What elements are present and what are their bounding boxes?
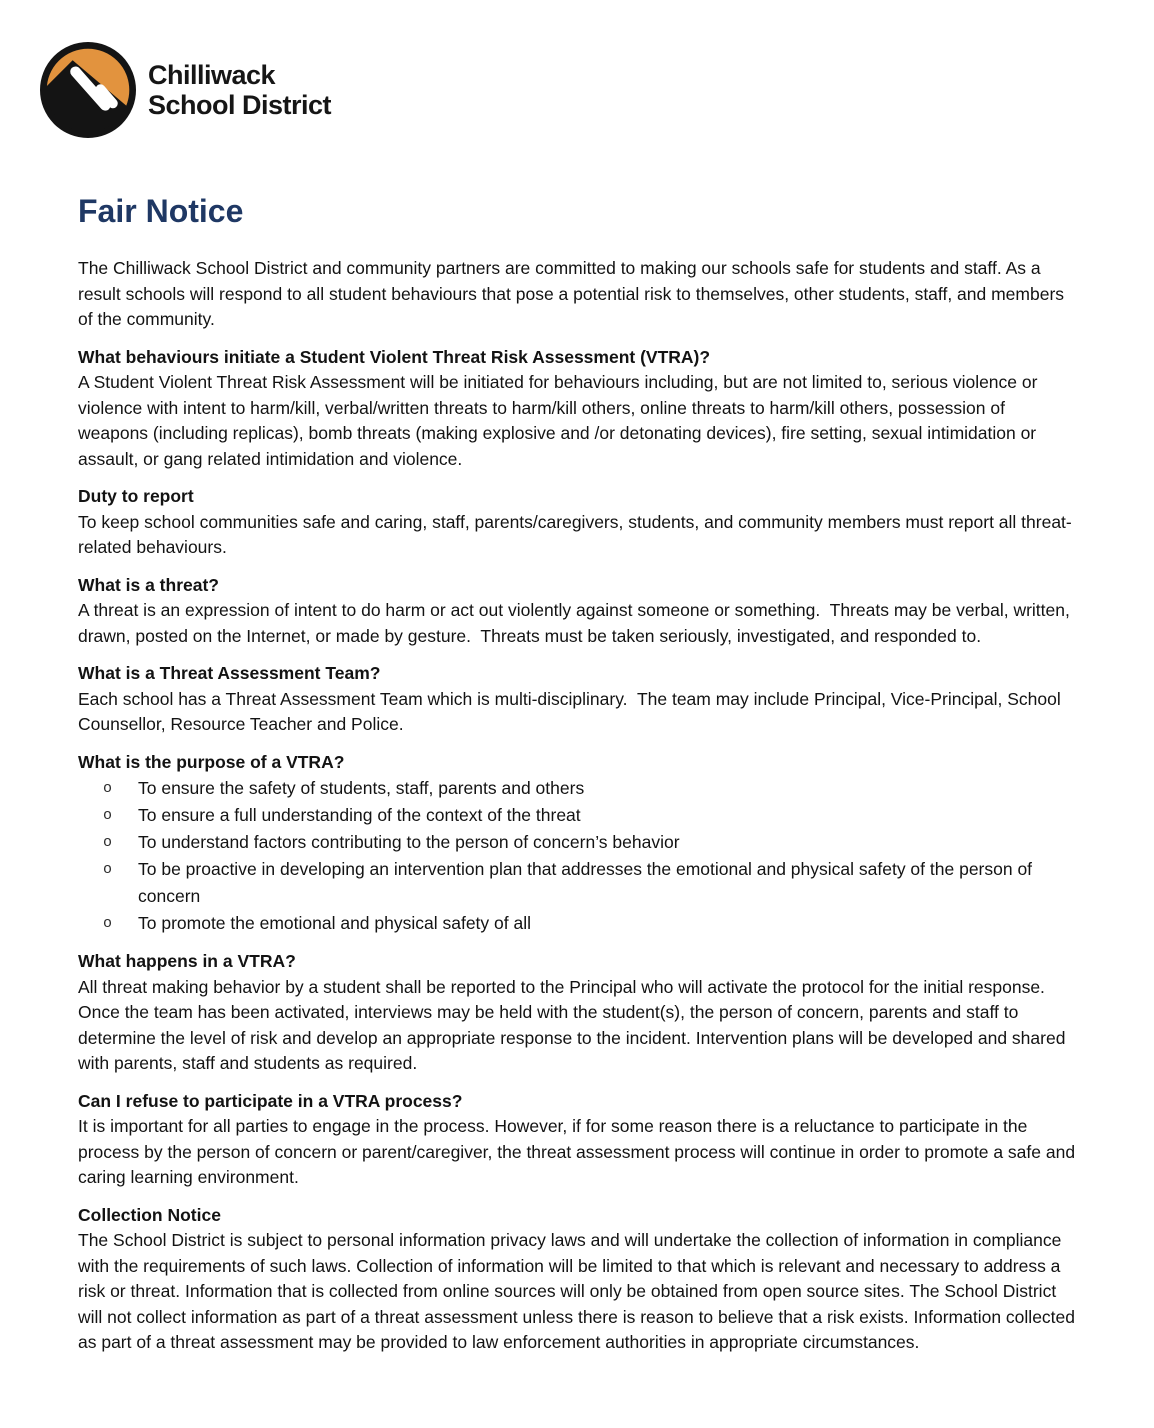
list-item-text: To promote the emotional and physical safety of all [138,913,531,933]
section-body: A threat is an expression of intent to do harm or act out violently against someone or something. Threats may be verbal, written, drawn, posted on the Internet, or made by gesture. Threats must be taken seriously, investigated, and responded to. [78,600,1075,646]
intro-paragraph: The Chilliwack School District and community partners are committed to making our schools safe for students and staff. As a result schools will respond to all student behaviours that pose a potential risk to themselves, other students, staff, and members of the community. [78,258,1069,329]
circle-bullet-icon: o [103,780,113,797]
section-body: Each school has a Threat Assessment Team which is multi-disciplinary. The team may include Principal, Vice-Principal, School Counsellor, Resource Teacher and Police. [78,688,1066,734]
district-logo [40,42,1076,138]
circle-bullet-icon: o [103,915,113,932]
section-heading: Collection Notice [78,1204,221,1225]
list-item-text: To ensure the safety of students, staff, parents and others [138,778,585,798]
section-heading: What happens in a VTRA? [78,951,296,971]
list-item-text: To understand factors contributing to the person of concern’s behavior [138,832,680,852]
section-what-happens-in-vtra [78,949,1076,1077]
section-body: It is important for all parties to engage in the process. However, if for some reason there is a reluctance to participate in the process by the person of concern or parent/caregiver, the threat assessment process will continue in order to promote a safe and caring learning environment. [78,1116,1080,1187]
section-purpose-of-vtra [78,750,1076,938]
list-item-text: To be proactive in developing an intervention plan that addresses the emotional and physical safety of the person of concern [138,859,1033,906]
section-heading: What is a Threat Assessment Team? [78,663,381,683]
list-item [78,802,1076,829]
list-item [78,910,1076,937]
section-body: The School District is subject to personal information privacy laws and will undertake the collection of information in compliance with the requirements of such laws. Collection of information will be limited to that which is relevant and necessary to address a risk or threat. Information that is collected from online sources will only be obtained from open source sites. The School District will not collect information as part of a threat assessment unless there is reason to believe that a risk exists. Information collected as part of a threat assessment may be provided to law enforcement authorities in appropriate circumstances. [78,1230,1080,1352]
section-collection-notice [78,1203,1080,1356]
logo-wordmark-line1: Chilliwack [148,60,276,90]
section-body: To keep school communities safe and caring, staff, parents/caregivers, students, and community members must report all threat-related behaviours. [78,511,1072,557]
circle-bullet-icon: o [103,807,113,824]
page-title: Fair Notice [78,193,244,229]
section-refuse-to-participate [78,1089,1080,1191]
section-threat-assessment-team [78,661,1076,738]
section-duty-to-report [78,484,1076,561]
district-logo-icon [40,42,136,138]
section-heading: What is the purpose of a VTRA? [78,751,345,772]
list-item-text: To ensure a full understanding of the context of the threat [138,805,581,825]
section-what-is-a-threat [78,573,1076,650]
list-item [78,856,1076,910]
section-body: A Student Violent Threat Risk Assessment will be initiated for behaviours including, but are not limited to, serious violence or violence with intent to harm/kill, verbal/written threats to harm/kill others, online threats to harm/kill others, possession of weapons (including replicas), bomb threats (making explosive and /or detonating devices), fire setting, sexual intimidation or assault, or gang related intimidation and violence. [78,372,1043,469]
section-heading: Duty to report [78,486,194,506]
list-item [78,775,1076,802]
logo-wordmark [148,60,331,120]
circle-bullet-icon: o [103,861,113,878]
section-heading: What behaviours initiate a Student Violent Threat Risk Assessment (VTRA)? [78,346,711,367]
section-heading: Can I refuse to participate in a VTRA process? [78,1090,463,1111]
section-vtra-behaviours [78,345,1076,473]
section-body: All threat making behavior by a student shall be reported to the Principal who will activate the protocol for the initial response. Once the team has been activated, interviews may be held with the student(s), the person of concern, parents and staff to determine the level of risk and develop an appropriate response to the incident. Intervention plans will be developed and shared with parents, staff and students as required. [78,976,1071,1073]
circle-bullet-icon: o [103,834,113,851]
list-item [78,829,1076,856]
section-heading: What is a threat? [78,574,219,595]
purpose-bullet-list [78,775,1076,937]
logo-wordmark-line2: School District [148,90,332,120]
